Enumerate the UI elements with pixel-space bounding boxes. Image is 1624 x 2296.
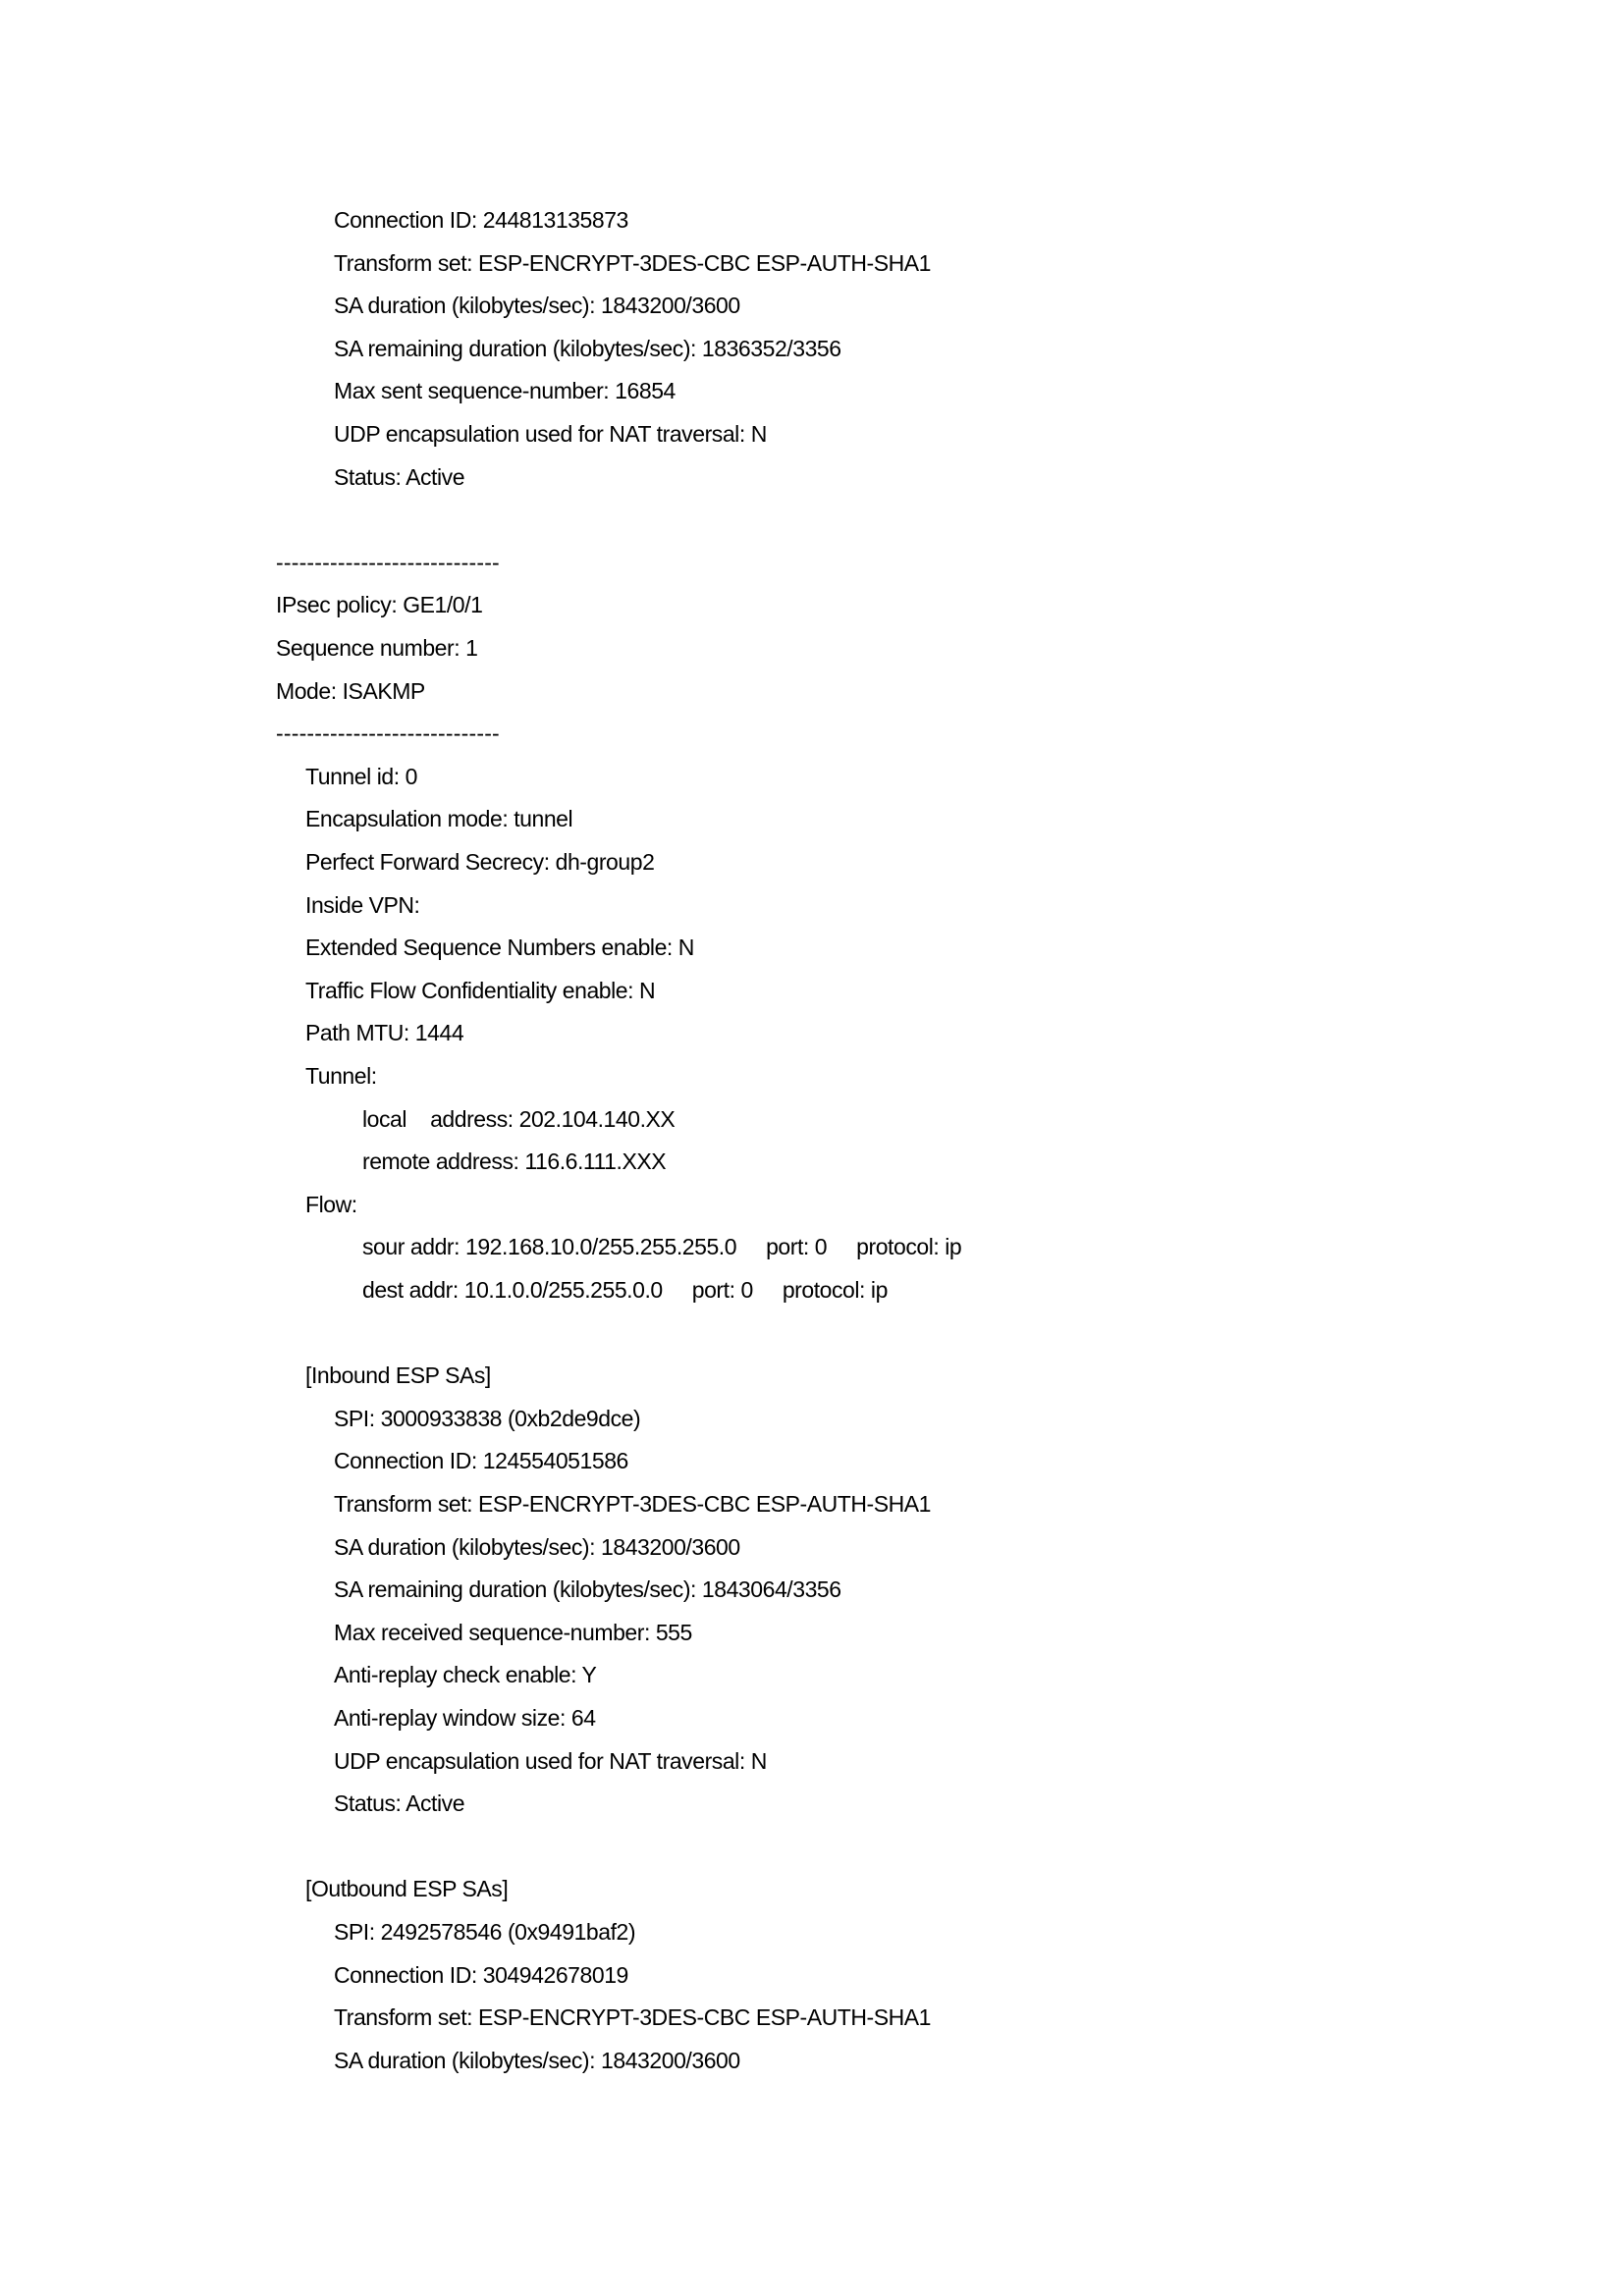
traffic-flow-confidentiality: Traffic Flow Confidentiality enable: N <box>305 977 656 1003</box>
encapsulation-mode: Encapsulation mode: tunnel <box>305 806 573 832</box>
source-protocol: protocol: ip <box>856 1234 962 1260</box>
mode: Mode: ISAKMP <box>276 677 425 704</box>
separator-bottom: ----------------------------- <box>276 721 500 747</box>
outbound-sa-duration: SA duration (kilobytes/sec): 1843200/3600 <box>334 2047 740 2073</box>
flow-dest-line <box>362 1268 888 1311</box>
inbound-spi: SPI: 3000933838 (0xb2de9dce) <box>334 1405 641 1431</box>
inbound-max-received-seq: Max received sequence-number: 555 <box>334 1619 692 1645</box>
path-mtu: Path MTU: 1444 <box>305 1020 464 1046</box>
inbound-sa-duration: SA duration (kilobytes/sec): 1843200/3600 <box>334 1533 740 1560</box>
outbound-connection-id: Connection ID: 304942678019 <box>334 1961 628 1988</box>
top-sa-connection-id: Connection ID: 244813135873 <box>334 207 628 233</box>
local-address-line <box>362 1097 675 1141</box>
top-sa-remaining-duration: SA remaining duration (kilobytes/sec): 1836352/3356 <box>334 335 841 361</box>
perfect-forward-secrecy: Perfect Forward Secrecy: dh-group2 <box>305 849 655 875</box>
separator-top: ----------------------------- <box>276 549 500 575</box>
sequence-number: Sequence number: 1 <box>276 635 478 661</box>
source-addr: sour addr: 192.168.10.0/255.255.255.0 <box>362 1234 737 1260</box>
inbound-status: Status: Active <box>334 1790 465 1817</box>
inbound-udp-encap: UDP encapsulation used for NAT traversal: N <box>334 1747 767 1774</box>
ipsec-policy: IPsec policy: GE1/0/1 <box>276 592 483 618</box>
inbound-header: [Inbound ESP SAs] <box>305 1362 491 1389</box>
inbound-sa-remaining: SA remaining duration (kilobytes/sec): 1843064/3356 <box>334 1576 841 1603</box>
top-sa-duration: SA duration (kilobytes/sec): 1843200/3600 <box>334 293 740 319</box>
source-port: port: 0 <box>766 1234 828 1260</box>
tunnel-id: Tunnel id: 0 <box>305 763 417 789</box>
outbound-header: [Outbound ESP SAs] <box>305 1876 509 1902</box>
tunnel-label: Tunnel: <box>305 1063 377 1089</box>
flow-label: Flow: <box>305 1191 357 1217</box>
inbound-anti-replay-window: Anti-replay window size: 64 <box>334 1705 596 1731</box>
top-sa-max-sent-seq: Max sent sequence-number: 16854 <box>334 378 676 404</box>
local-label: local <box>362 1105 407 1132</box>
inbound-anti-replay-check: Anti-replay check enable: Y <box>334 1662 597 1688</box>
dest-port: port: 0 <box>691 1277 753 1303</box>
inbound-transform-set: Transform set: ESP-ENCRYPT-3DES-CBC ESP-AUTH-SHA1 <box>334 1491 932 1517</box>
dest-addr: dest addr: 10.1.0.0/255.255.0.0 <box>362 1277 663 1303</box>
inbound-connection-id: Connection ID: 124554051586 <box>334 1448 628 1474</box>
top-sa-udp-encap: UDP encapsulation used for NAT traversal: N <box>334 421 767 447</box>
outbound-spi: SPI: 2492578546 (0x9491baf2) <box>334 1919 636 1945</box>
outbound-transform-set: Transform set: ESP-ENCRYPT-3DES-CBC ESP-AUTH-SHA1 <box>334 2004 932 2031</box>
remote-address: remote address: 116.6.111.XXX <box>362 1148 667 1175</box>
dest-protocol: protocol: ip <box>782 1277 888 1303</box>
extended-sequence-numbers: Extended Sequence Numbers enable: N <box>305 934 694 961</box>
local-address: address: 202.104.140.XX <box>430 1105 676 1132</box>
flow-source-line <box>362 1225 961 1268</box>
inside-vpn: Inside VPN: <box>305 891 420 918</box>
top-sa-transform-set: Transform set: ESP-ENCRYPT-3DES-CBC ESP-AUTH-SHA1 <box>334 249 932 276</box>
top-sa-status: Status: Active <box>334 463 465 490</box>
